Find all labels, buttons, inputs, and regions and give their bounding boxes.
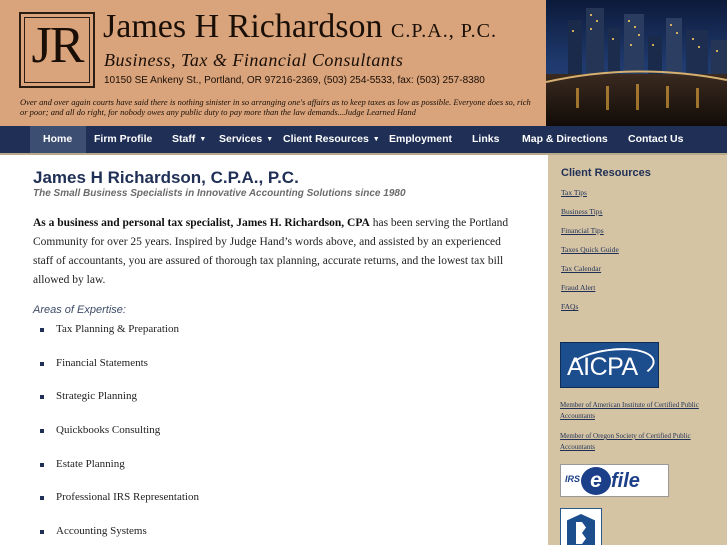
nav-staff[interactable]: [172, 126, 206, 153]
expertise-list: [40, 322, 199, 545]
expertise-label: Accounting Systems: [56, 525, 147, 538]
efile-e-icon: e: [581, 467, 611, 495]
page-title: James H Richardson, C.P.A., P.C.: [33, 168, 299, 187]
square-bullet-icon: [40, 496, 44, 500]
expertise-label: Estate Planning: [56, 457, 125, 470]
sidebar-link-business-tips[interactable]: Business Tips: [561, 207, 603, 216]
square-bullet-icon: [40, 530, 44, 534]
nav-employment-label: Employment: [389, 133, 453, 145]
efile-file-text: file: [611, 470, 640, 492]
client-resources-heading: Client Resources: [561, 167, 651, 179]
intro-paragraph: [33, 214, 511, 290]
square-bullet-icon: [40, 463, 44, 467]
intro-bold-text: As a business and personal tax specialist, James H. Richardson, CPA: [33, 217, 370, 229]
site-header: [0, 0, 727, 126]
square-bullet-icon: [40, 395, 44, 399]
main-nav: [0, 126, 727, 153]
list-item: [40, 490, 199, 524]
square-bullet-icon: [40, 328, 44, 332]
nav-client-resources-label: Client Resources: [283, 133, 369, 145]
nav-home[interactable]: [30, 126, 86, 153]
nav-staff-label: Staff: [172, 133, 196, 145]
nav-map-directions[interactable]: [522, 126, 608, 153]
learned-hand-quote: Over and over again courts have said there is nothing sinister in so arranging one's affairs as to keep taxes as low as possible. Everyone does so, rich or poor; and all do right, for nobody owes any public duty to pay more than the law demands...Judge Learned Hand: [20, 97, 531, 117]
intro-body-text: has been serving the Portland Community for over 25 years. Inspired by Judge Hand’s words above, and assisted by an experienced staff of accountants, you are assured of thorough tax planning, accurate returns, and the lowest tax bill allowed by law.: [33, 217, 509, 286]
list-item: [40, 389, 199, 423]
skyline-graphic: [546, 0, 727, 126]
firm-name: [103, 8, 497, 46]
sidebar-link-faqs[interactable]: FAQs: [561, 302, 579, 311]
irs-efile-logo[interactable]: [560, 464, 669, 497]
chevron-down-icon: ▼: [199, 136, 207, 143]
list-item: [40, 423, 199, 457]
bbb-logo[interactable]: [560, 508, 602, 545]
firm-name-suffix: C.P.A., P.C.: [391, 20, 497, 42]
nav-home-label: Home: [43, 133, 73, 145]
sidebar: [548, 155, 727, 545]
expertise-label: Financial Statements: [56, 356, 148, 369]
nav-employment[interactable]: [389, 126, 452, 153]
expertise-label: Strategic Planning: [56, 390, 137, 403]
chevron-down-icon: ▼: [266, 136, 274, 143]
page-subtitle: The Small Business Specialists in Innovative Accounting Solutions since 1980: [33, 188, 406, 199]
square-bullet-icon: [40, 429, 44, 433]
list-item: [40, 356, 199, 390]
nav-firm-profile-label: Firm Profile: [94, 133, 153, 145]
aicpa-logo[interactable]: [560, 342, 659, 388]
oscpa-member-link[interactable]: Member of Oregon Society of Certified Public Accountants: [560, 432, 691, 451]
areas-of-expertise-heading: Areas of Expertise:: [33, 304, 126, 316]
efile-irs-text: IRS: [565, 474, 581, 484]
logo-text: JR: [31, 17, 83, 74]
sidebar-link-fraud-alert[interactable]: Fraud Alert: [561, 283, 596, 292]
firm-name-main: James H Richardson: [103, 8, 383, 45]
expertise-label: Tax Planning & Preparation: [56, 323, 179, 335]
aicpa-logo-text: AICPA: [567, 353, 638, 381]
firm-tagline: Business, Tax & Financial Consultants: [104, 50, 404, 70]
sidebar-link-financial-tips[interactable]: Financial Tips: [561, 226, 604, 235]
sidebar-link-tax-calendar[interactable]: Tax Calendar: [561, 264, 602, 273]
nav-services-label: Services: [219, 133, 263, 145]
nav-links-label: Links: [472, 133, 500, 145]
nav-map-directions-label: Map & Directions: [522, 133, 608, 145]
nav-links[interactable]: [472, 126, 499, 153]
list-item: [40, 457, 199, 491]
jr-logo[interactable]: [19, 12, 95, 88]
list-item: [40, 322, 199, 356]
bbb-torch-icon: [567, 514, 595, 545]
nav-contact-us-label: Contact Us: [628, 133, 684, 145]
nav-services[interactable]: [219, 126, 273, 153]
aicpa-member-link[interactable]: Member of American Institute of Certified Public Accountants: [560, 401, 699, 420]
expertise-label: Quickbooks Consulting: [56, 424, 161, 437]
chevron-down-icon: ▼: [372, 136, 380, 143]
expertise-label: Professional IRS Representation: [56, 491, 199, 504]
nav-client-resources[interactable]: [283, 126, 380, 153]
main-content: [0, 155, 548, 545]
square-bullet-icon: [40, 362, 44, 366]
firm-address: 10150 SE Ankeny St., Portland, OR 97216-2369, (503) 254-5533, fax: (503) 257-8380: [104, 75, 485, 86]
sidebar-link-taxes-quick-guide[interactable]: Taxes Quick Guide: [561, 245, 619, 254]
list-item: [40, 524, 199, 545]
nav-contact-us[interactable]: [628, 126, 683, 153]
sidebar-link-tax-tips[interactable]: Tax Tips: [561, 188, 587, 197]
client-resources-links: [561, 188, 619, 321]
portland-skyline-image: [546, 0, 727, 126]
nav-firm-profile[interactable]: [94, 126, 152, 153]
